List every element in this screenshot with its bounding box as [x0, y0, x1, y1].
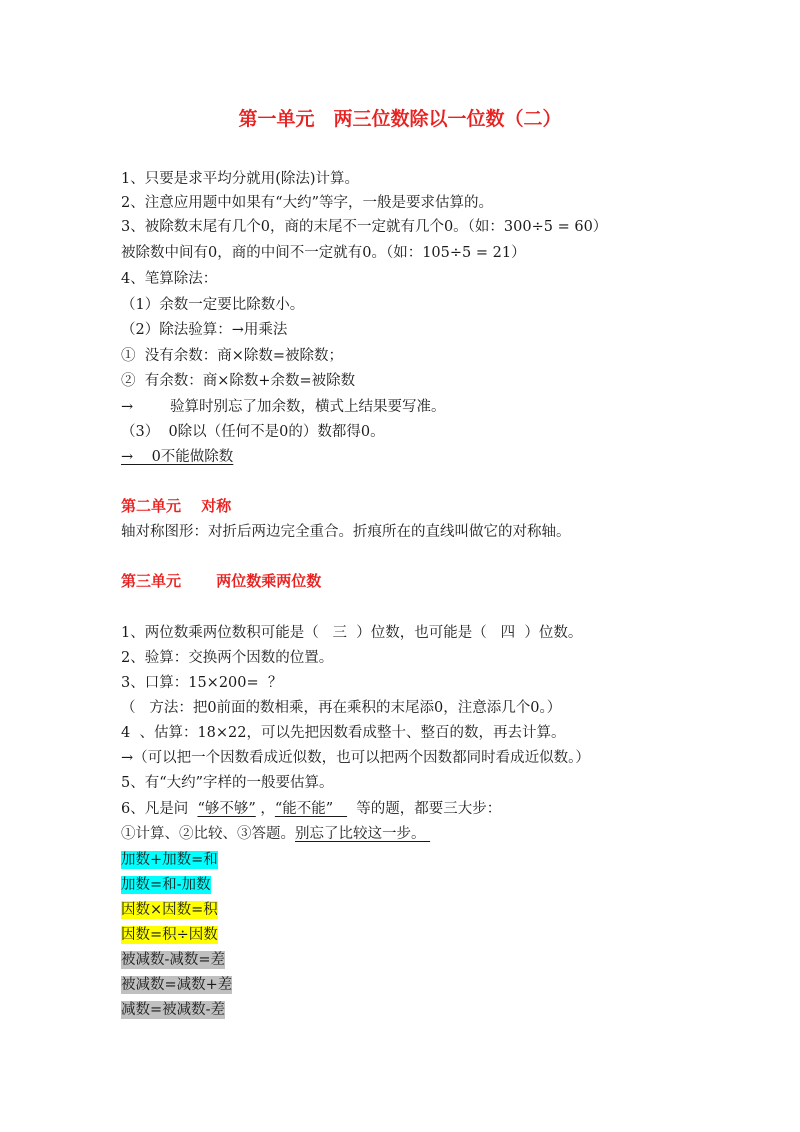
formula-3 [121, 901, 218, 919]
unit1-line-10: → 验算时别忘了加余数，横式上结果要写准。 [121, 399, 446, 415]
unit1-line-2: 2、注意应用题中如果有“大约”等字，一般是要求估算的。 [121, 195, 494, 211]
unit3-line-2: 2、验算：交换两个因数的位置。 [121, 650, 334, 666]
unit1-line-9: ② 有余数：商×除数+余数=被除数 [121, 373, 356, 389]
formula-7-text: 减数=被减数-差 [121, 1002, 226, 1018]
formula-7 [121, 1001, 225, 1019]
formula-6 [121, 976, 232, 994]
unit2-line: 轴对称图形：对折后两边完全重合。折痕所在的直线叫做它的对称轴。 [121, 524, 571, 540]
unit1-line-4: 被除数中间有0，商的中间不一定就有0。（如：105÷5 = 21） [121, 245, 526, 261]
line9-underlined: 别忘了比较这一步。 [295, 826, 431, 842]
unit2-heading: 第二单元 对称 [121, 497, 232, 515]
line9-prefix: ①计算、②比较、③答题。 [121, 826, 295, 842]
formula-3-text: 因数×因数=积 [121, 902, 218, 918]
unit1-line-1: 1、只要是求平均分就用(除法)计算。 [121, 171, 360, 187]
unit3-line-8 [121, 800, 501, 818]
formula-2-text: 加数=和-加数 [121, 877, 211, 893]
line8-underlined-1: “够不够” [197, 801, 256, 817]
unit3-line-3: 3、口算：15×200= ？ [121, 675, 283, 691]
unit1-line-5: 4、笔算除法： [121, 271, 218, 287]
formula-1 [121, 851, 218, 869]
unit1-line-3: 3、被除数末尾有几个0，商的末尾不一定就有几个0。（如：300÷5 = 60） [121, 219, 608, 235]
formula-6-text: 被减数=减数+差 [121, 977, 233, 993]
formula-2 [121, 876, 211, 894]
unit3-line-4: （ 方法：把0前面的数相乘，再在乘积的末尾添0，注意添几个0。） [121, 700, 562, 716]
line8-underlined-2: “能不能” [274, 801, 348, 817]
unit1-line-11: （3） 0除以（任何不是0的）数都得0。 [121, 424, 385, 440]
unit3-line-1: 1、两位数乘两位数积可能是（ 三 ）位数，也可能是（ 四 ）位数。 [121, 625, 583, 641]
unit1-line-8: ① 没有余数：商×除数=被除数； [121, 348, 344, 364]
formula-1-text: 加数+加数=和 [121, 852, 218, 868]
unit1-line-12: → 0不能做除数 [121, 449, 234, 465]
formula-5-text: 被减数-减数=差 [121, 952, 226, 968]
unit3-heading: 第三单元 两位数乘两位数 [121, 572, 322, 590]
unit3-line-5: 4 、估算：18×22，可以先把因数看成整十、整百的数，再去计算。 [121, 725, 566, 741]
unit3-line-6: →（可以把一个因数看成近似数，也可以把两个因数都同时看成近似数。） [121, 750, 590, 766]
unit3-line-9 [121, 825, 430, 843]
line8-mid: ， [255, 801, 275, 817]
unit1-line-7: （2）除法验算：→用乘法 [121, 322, 288, 338]
unit3-line-7: 5、有“大约”字样的一般要估算。 [121, 775, 334, 791]
formula-5 [121, 951, 225, 969]
line8-suffix: 等的题，都要三大步： [347, 801, 502, 817]
formula-4-text: 因数=积÷因数 [121, 927, 218, 943]
line8-prefix: 6、凡是问 [121, 801, 198, 817]
page-title: 第一单元 两三位数除以一位数（二） [238, 108, 562, 130]
formula-4 [121, 926, 218, 944]
unit1-line-6: （1）余数一定要比除数小。 [121, 297, 305, 313]
